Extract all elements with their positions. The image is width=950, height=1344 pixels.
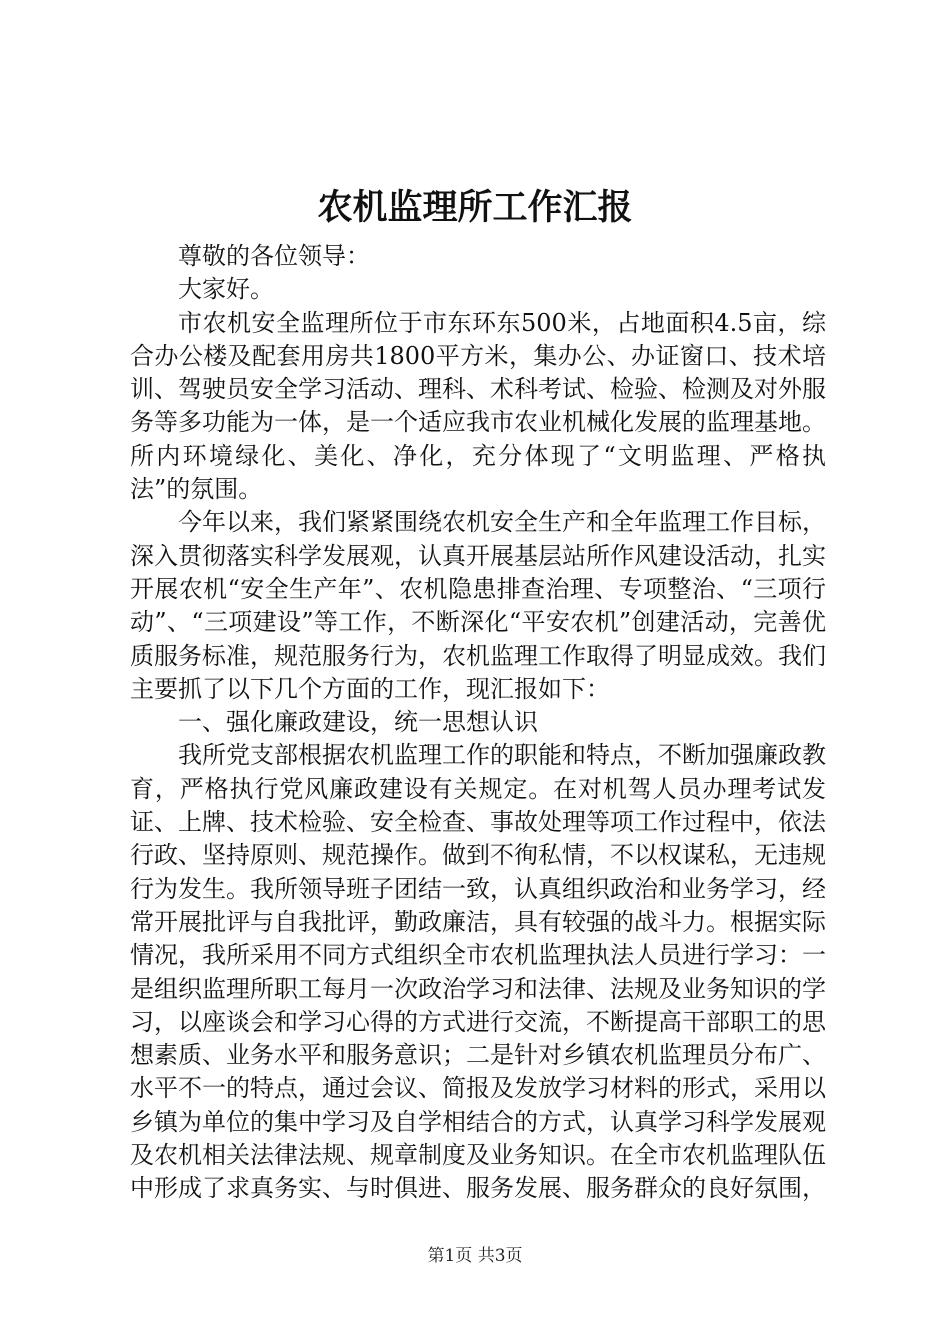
section-paragraph: 我所党支部根据农机监理工作的职能和特点，不断加强廉政教育，严格执行党风廉政建设有关规定。在对机驾人员办理考试发证、上牌、技术检验、安全检查、事故处理等项工作过程中，依法行政、坚持原则、规范操作。做到不徇私情，不以权谋私，无违规行为发生。我所领导班子团结一致，认真组织政治和业务学习，经常开展批评与自我批评，勤政廉洁，具有较强的战斗力。根据实际情况，我所采用不同方式组织全市农机监理执法人员进行学习：一是组织监理所职工每月一次政治学习和法律、法规及业务知识的学习，以座谈会和学习心得的方式进行交流，不断提高干部职工的思想素质、业务水平和服务意识；二是针对乡镇农机监理员分布广、水平不一的特点，通过会议、简报及发放学习材料的形式，采用以乡镇为单位的集中学习及自学相结合的方式，认真学习科学发展观及农机相关法律法规、规章制度及业务知识。在全市农机监理队伍中形成了求真务实、与时俱进、服务发展、服务群众的良好氛围， — [130, 741, 826, 1203]
salutation: 尊敬的各位领导： — [178, 242, 370, 270]
document-title: 农机监理所工作汇报 — [317, 187, 633, 228]
paragraph-intro: 市农机安全监理所位于市东环东500米，占地面积4.5亩，综合办公楼及配套用房共1800平方米，集办公、办证窗口、技术培训、驾驶员安全学习活动、理科、术科考试、检验、检测及对外服务等多功能为一体，是一个适应我市农业机械化发展的监理基地。所内环境绿化、美化、净化，充分体现了“文明监理、严格执法”的氛围。 — [130, 308, 826, 504]
section-heading: 一、强化廉政建设，统一思想认识 — [178, 708, 538, 737]
document-body — [130, 240, 826, 1206]
paragraph-overview: 今年以来，我们紧紧围绕农机安全生产和全年监理工作目标，深入贯彻落实科学发展观，认真开展基层站所作风建设活动，扎实开展农机“安全生产年”、农机隐患排查治理、专项整治、“三项行动”、“三项建设”等工作，不断深化“平安农机”创建活动，完善优质服务标准，规范服务行为，农机监理工作取得了明显成效。我们主要抓了以下几个方面的工作，现汇报如下： — [130, 508, 826, 703]
page-footer: 第1页 共3页 — [427, 1246, 523, 1266]
greeting: 大家好。 — [178, 275, 274, 304]
